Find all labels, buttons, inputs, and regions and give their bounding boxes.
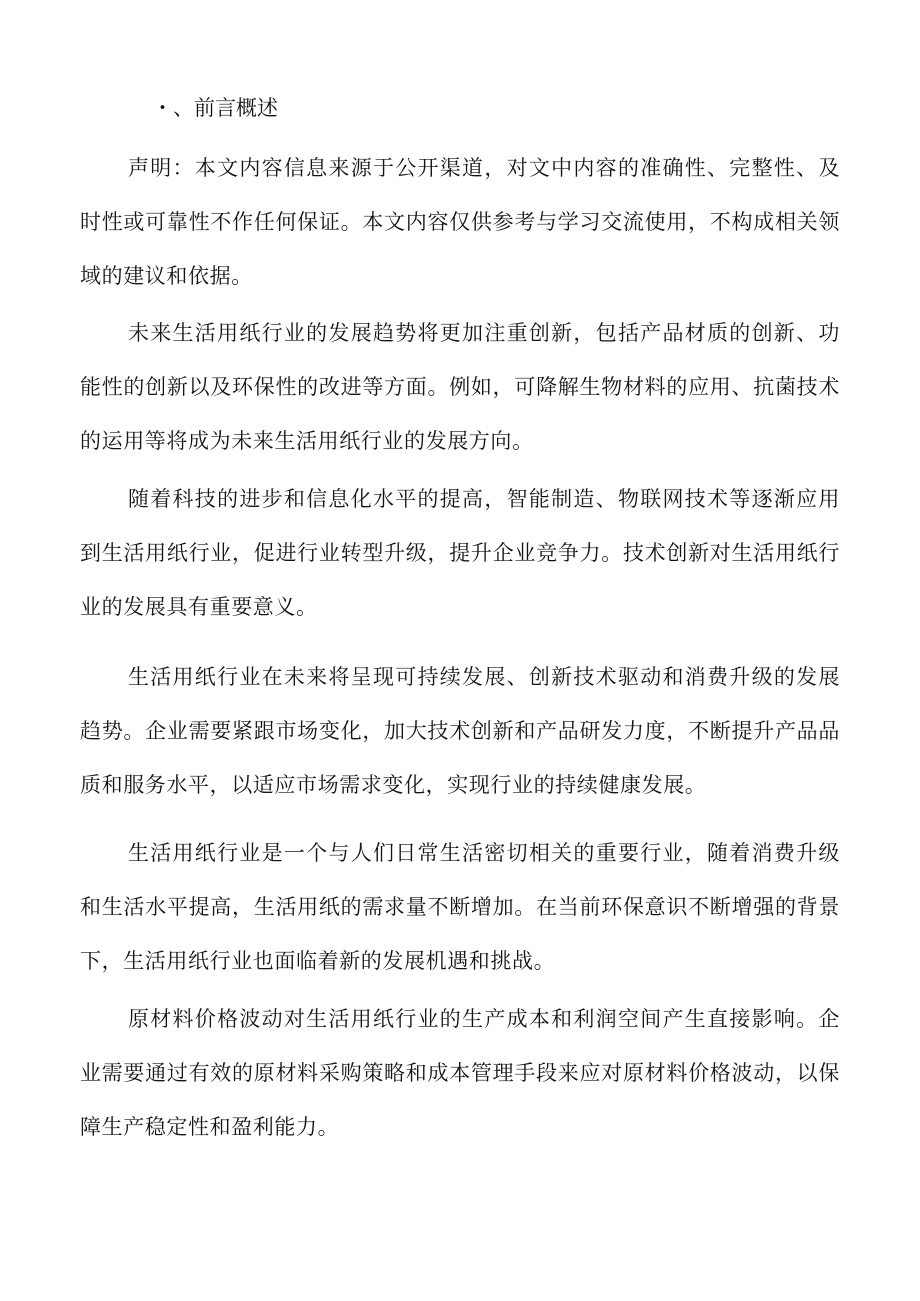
body-paragraph: 未来生活用纸行业的发展趋势将更加注重创新，包括产品材质的创新、功能性的创新以及环保性的改进等方面。例如，可降解生物材料的应用、抗菌技术的运用等将成为未来生活用纸行业的发展方向。 <box>80 321 840 453</box>
body-paragraph: 原材料价格波动对生活用纸行业的生产成本和利润空间产生直接影响。企业需要通过有效的原材料采购策略和成本管理手段来应对原材料价格波动，以保障生产稳定性和盈利能力。 <box>80 1007 840 1139</box>
body-paragraph: 生活用纸行业在未来将呈现可持续发展、创新技术驱动和消费升级的发展趋势。企业需要紧跟市场变化，加大技术创新和产品研发力度，不断提升产品品质和服务水平，以适应市场需求变化，实现行业的持续健康发展。 <box>80 665 840 797</box>
body-paragraph: 生活用纸行业是一个与人们日常生活密切相关的重要行业，随着消费升级和生活水平提高，生活用纸的需求量不断增加。在当前环保意识不断增强的背景下，生活用纸行业也面临着新的发展机遇和挑战。 <box>80 841 840 973</box>
disclaimer-paragraph: 声明：本文内容信息来源于公开渠道，对文中内容的准确性、完整性、及时性或可靠性不作任何保证。本文内容仅供参考与学习交流使用，不构成相关领域的建议和依据。 <box>80 156 840 288</box>
body-paragraph: 随着科技的进步和信息化水平的提高，智能制造、物联网技术等逐渐应用到生活用纸行业，促进行业转型升级，提升企业竞争力。技术创新对生活用纸行业的发展具有重要意义。 <box>80 487 840 619</box>
section-heading: ・、前言概述 <box>152 96 278 120</box>
